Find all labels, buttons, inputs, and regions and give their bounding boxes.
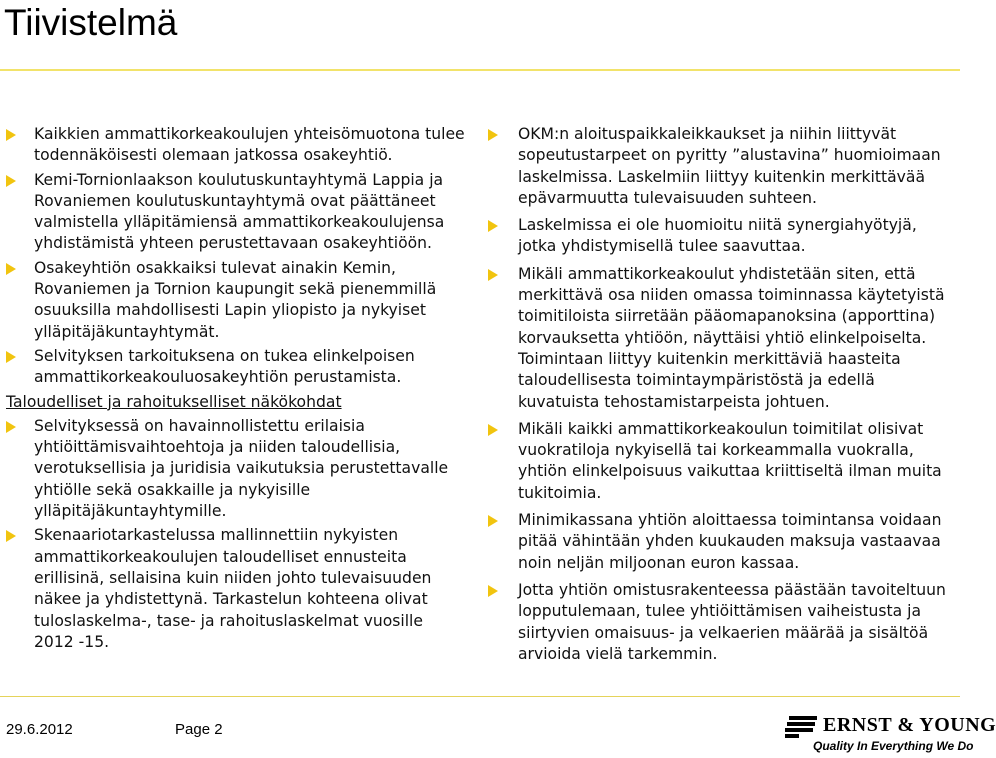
bullet-arrow-icon [488, 515, 498, 527]
list-item: Kemi-Tornionlaakson koulutuskuntayhtymä Lappia ja Rovaniemen koulutuskuntayhtymä ovat päättäneet valmistella ylläpitämiensä ammattikorkeakoulujensa yhdistämistä yhteen perustettavaan osakeyhtiöön. [6, 170, 466, 255]
right-bullet-list [488, 124, 956, 665]
left-bullet-list-top [6, 124, 466, 389]
bullet-arrow-icon [6, 530, 16, 542]
bullet-arrow-icon [488, 269, 498, 281]
section-subheading: Taloudelliset ja rahoitukselliset näkökohdat [6, 392, 342, 411]
bullet-arrow-icon [6, 421, 16, 433]
left-column [6, 124, 466, 656]
list-item: Mikäli ammattikorkeakoulut yhdistetään siten, että merkittävä osa niiden omassa toiminnassa käytetyistä toimitiloista siirretään pääomapanoksina (apporttina) korvauksetta yhtiöön, näyttäisi yhtiö elinkelpoiselta. Toimintaan liittyy kuitenkin merkittäviä haasteita taloudellisesta toimintaympäristöstä ja edellä kuvatuista tehostamistarpeista johtuen. [488, 264, 956, 413]
list-item: Jotta yhtiön omistusrakenteessa päästään tavoiteltuun lopputulemaan, tulee yhtiöittämisen vaiheistusta ja siirtyvien omaisuus- ja velkaerien määrää ja sisältöä arvioida vielä tarkemmin. [488, 580, 956, 665]
title-divider [0, 69, 960, 71]
page-title: Tiivistelmä [4, 2, 178, 43]
list-item: Laskelmissa ei ole huomioitu niitä synergiahyötyjä, jotka yhdistymisellä tulee saavuttaa. [488, 215, 956, 258]
list-item: Osakeyhtiön osakkaiksi tulevat ainakin Kemin, Rovaniemen ja Tornion kaupungit sekä pienemmillä osuuksilla mahdollisesti Lapin yliopisto ja nykyiset ylläpitäjäkuntayhtymät. [6, 258, 466, 343]
footer-date: 29.6.2012 [6, 721, 73, 738]
list-item: Selvityksessä on havainnollistettu erilaisia yhtiöittämisvaihtoehtoja ja niiden taloudellisia, verotuksellisia ja juridisia vaikutuksia perustettavalle yhtiölle sekä osakkaille ja nykyisille ylläpitäjäkuntayhtymille. [6, 416, 466, 522]
bullet-arrow-icon [6, 263, 16, 275]
bullet-arrow-icon [488, 424, 498, 436]
ernst-young-logo [785, 714, 996, 754]
logo-wordmark: ERNST & YOUNG [823, 714, 996, 736]
bullet-arrow-icon [6, 351, 16, 363]
bullet-arrow-icon [6, 175, 16, 187]
list-item: Minimikassana yhtiön aloittaessa toimintansa voidaan pitää vähintään yhden kuukauden maksuja vastaavaa noin neljän miljoonan euron kassaa. [488, 510, 956, 574]
footer-divider [0, 696, 960, 697]
right-column [488, 124, 956, 671]
page-number: Page 2 [175, 721, 223, 738]
bullet-arrow-icon [488, 585, 498, 597]
ey-logo-icon [785, 716, 819, 738]
left-bullet-list-bottom [6, 416, 466, 653]
list-item: Selvityksen tarkoituksena on tukea elinkelpoisen ammattikorkeakouluosakeyhtiön perustamista. [6, 346, 466, 389]
bullet-arrow-icon [488, 129, 498, 141]
bullet-arrow-icon [488, 220, 498, 232]
list-item: Skenaariotarkastelussa mallinnettiin nykyisten ammattikorkeakoulujen taloudelliset ennusteita erillisinä, sellaisina kuin niiden johto tulevaisuuden näkee ja yhdistettynä. Tarkastelun kohteena olivat tuloslaskelma-, tase- ja rahoituslaskelmat vuosille 2012 -15. [6, 525, 466, 653]
list-item: Kaikkien ammattikorkeakoulujen yhteisömuotona tulee todennäköisesti olemaan jatkossa osakeyhtiö. [6, 124, 466, 167]
logo-tagline: Quality In Everything We Do [813, 739, 974, 753]
bullet-arrow-icon [6, 129, 16, 141]
list-item: Mikäli kaikki ammattikorkeakoulun toimitilat olisivat vuokratiloja nykyisellä tai korkeammalla vuokralla, yhtiön elinkelpoisuus vaikuttaa kriittiseltä ilman muita tukitoimia. [488, 419, 956, 504]
list-item: OKM:n aloituspaikkaleikkaukset ja niihin liittyvät sopeutustarpeet on pyritty ”alustavina” huomioimaan laskelmissa. Laskelmiin liittyy kuitenkin merkittävää epävarmuutta tulevaisuuden suhteen. [488, 124, 956, 209]
